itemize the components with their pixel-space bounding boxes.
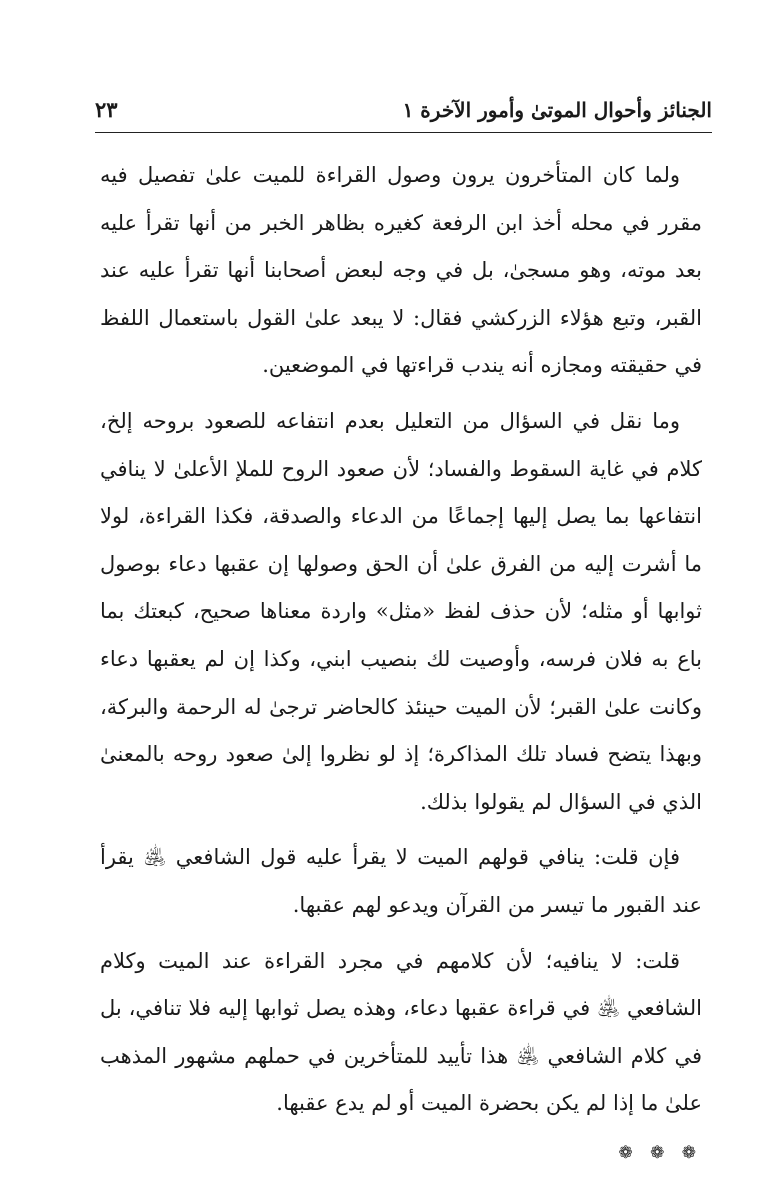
paragraph: فإن قلت: ينافي قولهم الميت لا يقرأ عليه قول الشافعي ﵁ يقرأ عند القبور ما تيسر من القرآن ويدعو لهم عقبها. — [100, 845, 702, 917]
section-separator: ❁ ❁ ❁ — [618, 1142, 702, 1163]
header-divider — [95, 132, 712, 133]
page-number: ٢٣ — [95, 97, 118, 122]
running-title: الجنائز وأحوال الموتىٰ وأمور الآخرة ١ — [402, 98, 712, 122]
paragraph: وما نقل في السؤال من التعليل بعدم انتفاعه للصعود بروحه إلخ، كلام في غاية السقوط والفساد؛ لأن صعود الروح للملإ الأعلىٰ لا ينافي انتفاعها بما يصل إليها إجماعًا من الدعاء والصدقة، فكذا القراءة، لولا ما أشرت إليه من الفرق علىٰ أن الحق وصولها إن عقبها دعاء بوصول ثوابها أو مثله؛ لأن حذف لفظ «مثل» واردة معناها صحيح، كبعتك بما باع به فلان فرسه، وأوصيت لك بنصيب ابني، وكذا إن لم يعقبها دعاء وكانت علىٰ القبر؛ لأن الميت حينئذ كالحاضر ترجىٰ له الرحمة والبركة، وبهذا يتضح فساد تلك المذاكرة؛ إذ لو نظروا إلىٰ صعود روحه بالمعنىٰ الذي في السؤال لم يقولوا بذلك. — [100, 408, 702, 814]
body-text — [100, 152, 702, 1177]
page-header — [95, 92, 712, 128]
paragraph: قلت: لا ينافيه؛ لأن كلامهم في مجرد القراءة عند الميت وكلام الشافعي ﵁ في قراءة عقبها دعاء، وهذه يصل ثوابها إليه فلا تنافي، بل في كلام الشافعي ﵁ هذا تأييد للمتأخرين في حملهم مشهور المذهب علىٰ ما إذا لم يكن بحضرة الميت أو لم يدع عقبها. — [100, 948, 702, 1116]
paragraph: ولما كان المتأخرون يرون وصول القراءة للميت علىٰ تفصيل فيه مقرر في محله أخذ ابن الرفعة كغيره بظاهر الخبر من أنها تقرأ عليه بعد موته، وهو مسجىٰ، بل في وجه لبعض أصحابنا أنها تقرأ عليه عند القبر، وتبع هؤلاء الزركشي فقال: لا يبعد علىٰ القول باستعمال اللفظ في حقيقته ومجازه أنه يندب قراءتها في الموضعين. — [100, 163, 702, 378]
